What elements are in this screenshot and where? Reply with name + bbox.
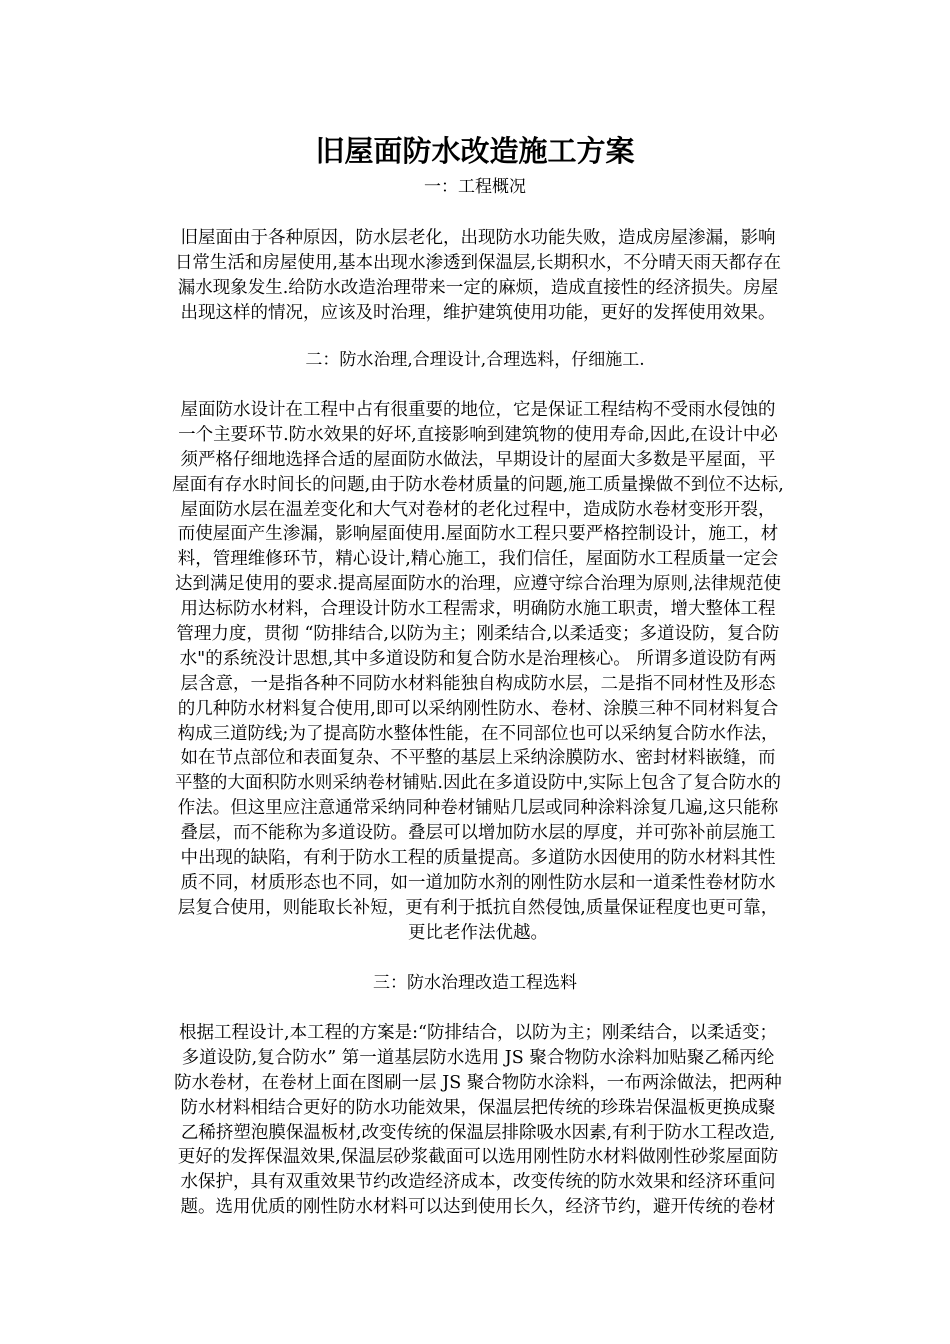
paragraph-line: 防水卷材，在卷材上面在图刷一层 JS 聚合物防水涂料，一布两涂做法，把两种 xyxy=(174,1072,782,1093)
paragraph-line: 水保护，具有双重效果节约改造经济成本，改变传统的防水效果和经济环重问 xyxy=(180,1172,776,1193)
paragraph-line: 一个主要环节.防水效果的好坏,直接影响到建筑物的使用寿命,因此,在设计中必 xyxy=(178,424,778,445)
paragraph-line: 水"的系统没计思想,其中多道设防和复合防水是治理核心。 所谓多道设防有两 xyxy=(179,648,777,669)
section-heading-1: 一：工程概况 xyxy=(424,177,526,197)
paragraph-line: 达到满足使用的要求.提高屋面防水的治理，应遵守综合治理为原则,法律规范使 xyxy=(174,574,782,595)
paragraph-line: 平整的大面积防水则采纳卷材铺贴.因此在多道设防中,实际上包含了复合防水的 xyxy=(174,773,782,794)
paragraph-line: 层复合使用，则能取长补短，更有利于抵抗自然侵蚀,质量保证程度也更可靠， xyxy=(177,897,779,918)
paragraph-line: 屋面防水设计在工程中占有很重要的地位，它是保证工程结构不受雨水侵蚀的 xyxy=(180,400,776,420)
section-heading-3: 三：防水治理改造工程选料 xyxy=(373,973,577,993)
paragraph-line: 料，管理维修环节，精心设计,精心施工，我们信任，屋面防水工程质量一定会 xyxy=(177,549,779,570)
paragraph-line: 屋面防水层在温差变化和大气对卷材的老化过程中，造成防水卷材变形开裂， xyxy=(180,499,776,520)
section-heading-2: 二：防水治理,合理设计,合理选料，仔细施工. xyxy=(305,350,645,370)
paragraph-line: 须严格仔细地选择合适的屋面防水做法，早期设计的屋面大多数是平屋面，平 xyxy=(180,449,776,470)
section-1-paragraph xyxy=(143,226,813,326)
paragraph-line: 的几种防水材料复合使用,即可以采纳刚性防水、卷材、涂膜三种不同材料复合 xyxy=(177,698,779,719)
paragraph-line: 而使屋面产生渗漏，影响屋面使用.屋面防水工程只要严格控制设计，施工，材 xyxy=(177,524,779,545)
paragraph-line: 多道设防,复合防水” 第一道基层防水选用 JS 聚合物防水涂料加贴聚乙稀丙纶 xyxy=(181,1047,775,1068)
document-title: 旧屋面防水改造施工方案 xyxy=(315,134,635,168)
paragraph-line: 叠层，而不能称为多道设防。叠层可以增加防水层的厚度，并可弥补前层施工 xyxy=(180,823,776,844)
paragraph-line: 用达标防水材料，合理设计防水工程需求，明确防水施工职责，增大整体工程 xyxy=(180,599,776,620)
paragraph-line: 日常生活和房屋使用,基本出现水渗透到保温层,长期积水，不分晴天雨天都存在 xyxy=(174,252,782,273)
section-2-paragraph xyxy=(143,398,813,946)
paragraph-line: 如在节点部位和表面复杂、不平整的基层上采纳涂膜防水、密封材料嵌缝，而 xyxy=(180,748,776,769)
paragraph-line: 防水材料相结合更好的防水功能效果，保温层把传统的珍珠岩保温板更换成聚 xyxy=(180,1097,776,1118)
paragraph-line: 更比老作法优越。 xyxy=(408,922,548,943)
paragraph-line: 出现这样的情况，应该及时治理，维护建筑使用功能，更好的发挥使用效果。 xyxy=(180,302,776,323)
paragraph-line: 漏水现象发生.给防水改造治理带来一定的麻烦，造成直接性的经济损失。房屋 xyxy=(177,277,779,298)
paragraph-line: 层含意，一是指各种不同防水材料能独自构成防水层，二是指不同材性及形态 xyxy=(180,673,776,694)
paragraph-line: 更好的发挥保温效果,保温层砂浆截面可以选用刚性防水材料做刚性砂浆屋面防 xyxy=(177,1147,779,1168)
paragraph-line: 管理力度，贯彻 “防排结合,以防为主；刚柔结合,以柔适变；多道设防，复合防 xyxy=(176,624,780,645)
paragraph-line: 作法。但这里应注意通常采纳同种卷材铺贴几层或同种涂料涂复几遍,这只能称 xyxy=(177,798,779,819)
paragraph-line: 屋面有存水时间长的问题,由于防水卷材质量的问题,施工质量操做不到位不达标, xyxy=(172,474,784,495)
section-3-paragraph xyxy=(143,1021,813,1220)
paragraph-line: 构成三道防线;为了提高防水整体性能，在不同部位也可以采纳复合防水作法， xyxy=(177,723,779,744)
paragraph-line: 题。选用优质的刚性防水材料可以达到使用长久，经济节约，避开传统的卷材 xyxy=(180,1197,776,1218)
paragraph-line: 乙稀挤塑泡膜保温板材,改变传统的保温层排除吸水因素,有利于防水工程改造, xyxy=(180,1122,776,1143)
paragraph-line: 旧屋面由于各种原因，防水层老化，出现防水功能失败，造成房屋渗漏，影响 xyxy=(180,228,776,248)
paragraph-line: 中出现的缺陷，有利于防水工程的质量提高。多道防水因使用的防水材料其性 xyxy=(180,848,776,869)
paragraph-line: 质不同，材质形态也不同，如一道加防水剂的刚性防水层和一道柔性卷材防水 xyxy=(180,872,776,893)
paragraph-line: 根据工程设计,本工程的方案是:“防排结合，以防为主；刚柔结合，以柔适变； xyxy=(179,1023,777,1043)
